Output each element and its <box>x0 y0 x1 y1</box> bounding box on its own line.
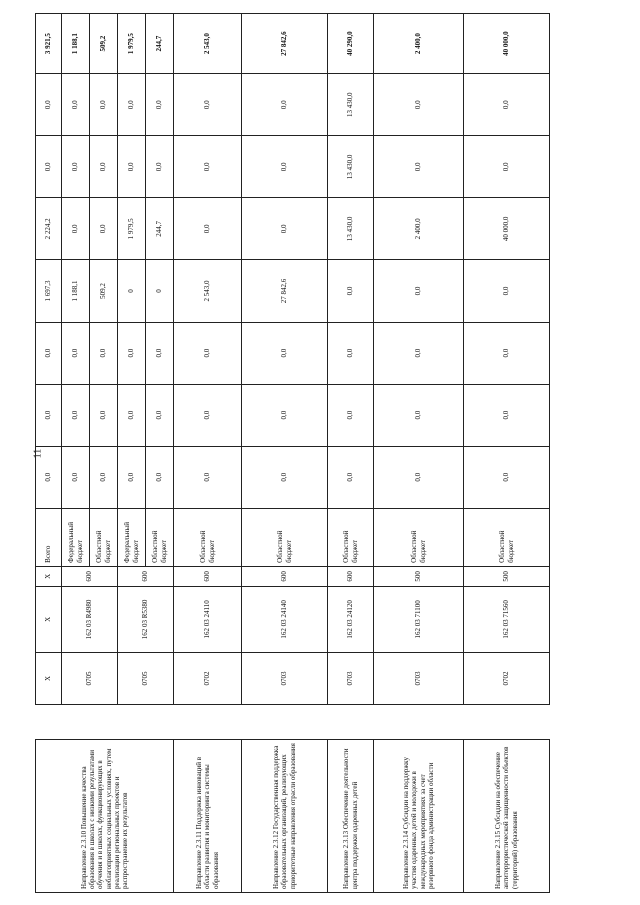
cell: 0,0 <box>174 74 242 136</box>
cell: 0,0 <box>36 322 62 384</box>
direction-cell: Направление 2.3.13 Обеспечение деятельности центра поддержки одаренных детей <box>328 740 374 893</box>
cell: 0,0 <box>62 136 90 198</box>
cell: 0,0 <box>62 384 90 446</box>
cell: 0,0 <box>174 198 242 260</box>
cell: 0,0 <box>374 322 464 384</box>
cell: 0,0 <box>90 198 118 260</box>
cell: 0 <box>146 260 174 322</box>
cell: Федеральный бюджет <box>118 508 146 566</box>
cell: 600 <box>62 566 118 586</box>
cell: 162 03 71560 <box>464 586 550 652</box>
cell: 0705 <box>62 652 118 704</box>
table-row <box>464 14 550 705</box>
cell: 2 224,2 <box>36 198 62 260</box>
cell: 0,0 <box>90 322 118 384</box>
cell: 0,0 <box>174 384 242 446</box>
cell: 162 03 24140 <box>242 586 328 652</box>
cell: 0,0 <box>242 446 328 508</box>
cell: 0,0 <box>118 446 146 508</box>
page-number: 11 <box>32 448 44 459</box>
cell: 0,0 <box>374 384 464 446</box>
cell: 162 03 71100 <box>374 586 464 652</box>
cell: 0,0 <box>118 384 146 446</box>
cell: 0,0 <box>374 74 464 136</box>
cell: 0 <box>118 260 146 322</box>
table-row <box>36 14 62 705</box>
cell: 0,0 <box>36 446 62 508</box>
cell: 0,0 <box>328 384 374 446</box>
table-row <box>174 14 242 705</box>
cell: 0,0 <box>146 322 174 384</box>
cell: 0,0 <box>90 74 118 136</box>
cell: 162 03 R5380 <box>118 586 174 652</box>
cell: 0,0 <box>374 136 464 198</box>
cell: 0,0 <box>242 384 328 446</box>
table-row <box>328 14 374 705</box>
table-row <box>374 14 464 705</box>
table-row <box>118 14 146 705</box>
direction-cell: Направление 2.3.10 Повышение качества образования в школах с низкими результатами обучения и в школах, функционирующих в неблагоприятных социальных условиях, путем реализации региональных проектов и распространение их результатов <box>36 740 174 893</box>
cell: 0,0 <box>242 136 328 198</box>
cell: 1 979,5 <box>118 14 146 74</box>
cell: 0703 <box>374 652 464 704</box>
cell: 0,0 <box>242 74 328 136</box>
cell: Областной бюджет <box>328 508 374 566</box>
cell: Областной бюджет <box>90 508 118 566</box>
cell: 0,0 <box>464 136 550 198</box>
cell: 0,0 <box>174 322 242 384</box>
cell: 0,0 <box>464 260 550 322</box>
cell: Областной бюджет <box>464 508 550 566</box>
cell: 0,0 <box>328 322 374 384</box>
cell: 0,0 <box>174 136 242 198</box>
cell: 40 000,0 <box>464 14 550 74</box>
cell: 0,0 <box>118 136 146 198</box>
cell: 2 543,0 <box>174 14 242 74</box>
cell: 13 430,0 <box>328 198 374 260</box>
cell: 162 03 24120 <box>328 586 374 652</box>
cell: 500 <box>464 566 550 586</box>
cell: 509,2 <box>90 14 118 74</box>
cell: 0,0 <box>62 446 90 508</box>
rotated-page <box>32 13 595 893</box>
cell: 0,0 <box>242 322 328 384</box>
cell: 0,0 <box>62 198 90 260</box>
cell: 1 697,3 <box>36 260 62 322</box>
cell: Всего <box>36 508 62 566</box>
cell: Областной бюджет <box>174 508 242 566</box>
cell: 0,0 <box>118 74 146 136</box>
cell: 0,0 <box>90 136 118 198</box>
cell: 0,0 <box>62 74 90 136</box>
cell: 0,0 <box>464 322 550 384</box>
cell: 0703 <box>328 652 374 704</box>
cell: 0,0 <box>242 198 328 260</box>
table-row <box>242 14 328 705</box>
cell: 0,0 <box>36 384 62 446</box>
cell: 600 <box>242 566 328 586</box>
cell: 0703 <box>242 652 328 704</box>
cell: Областной бюджет <box>374 508 464 566</box>
cell: 3 921,5 <box>36 14 62 74</box>
cell: 0,0 <box>174 446 242 508</box>
cell: 0,0 <box>36 136 62 198</box>
cell: 0,0 <box>464 74 550 136</box>
cell: 13 430,0 <box>328 74 374 136</box>
cell: 0,0 <box>374 260 464 322</box>
cell: 600 <box>118 566 174 586</box>
cell: 2 400,0 <box>374 198 464 260</box>
cell: 1 188,1 <box>62 14 90 74</box>
direction-cell: Направление 2.3.15 Субсидии на обеспечение антитеррористической защищенности объектов (территорий) образования <box>464 740 550 893</box>
cell: Областной бюджет <box>146 508 174 566</box>
cell: 244,7 <box>146 14 174 74</box>
cell: 13 430,0 <box>328 136 374 198</box>
cell: Областной бюджет <box>242 508 328 566</box>
cell: 27 842,6 <box>242 260 328 322</box>
cell: 0,0 <box>328 260 374 322</box>
cell: 40 000,0 <box>464 198 550 260</box>
cell: 600 <box>328 566 374 586</box>
cell: Х <box>36 652 62 704</box>
cell: 0702 <box>464 652 550 704</box>
budget-table <box>32 13 550 705</box>
cell: 0,0 <box>146 74 174 136</box>
cell: 0702 <box>174 652 242 704</box>
cell: 0,0 <box>146 384 174 446</box>
table-row <box>62 14 90 705</box>
direction-cell: Направление 2.3.11 Поддержка инноваций в области развития и мониторинга системы образования <box>174 740 242 893</box>
cell: 0,0 <box>146 446 174 508</box>
cell: 600 <box>174 566 242 586</box>
cell: 0,0 <box>464 384 550 446</box>
cell: 0,0 <box>374 446 464 508</box>
cell: 0705 <box>118 652 174 704</box>
direction-cell: Направление 2.3.14 Субсидии на поддержку участия одаренных детей и молодежи в международных мероприятиях за счет резервного фонда администрации области <box>374 740 464 893</box>
cell: 500 <box>374 566 464 586</box>
cell: 1 979,5 <box>118 198 146 260</box>
cell: 0,0 <box>118 322 146 384</box>
cell: 2 400,0 <box>374 14 464 74</box>
directions-table <box>35 739 550 893</box>
cell: 1 188,1 <box>62 260 90 322</box>
cell: 0,0 <box>146 136 174 198</box>
cell: Федеральный бюджет <box>62 508 90 566</box>
direction-cell: Направление 2.3.12 Государственная поддержка образовательных организаций, реализующих приоритетные направления отрасли образования <box>242 740 328 893</box>
cell: Х <box>36 566 62 586</box>
cell: 0,0 <box>90 384 118 446</box>
cell: 2 543,0 <box>174 260 242 322</box>
cell: 27 842,6 <box>242 14 328 74</box>
cell: 244,7 <box>146 198 174 260</box>
cell: Х <box>36 586 62 652</box>
cell: 0,0 <box>328 446 374 508</box>
cell: 0,0 <box>36 74 62 136</box>
cell: 162 03 24110 <box>174 586 242 652</box>
cell: 509,2 <box>90 260 118 322</box>
cell: 0,0 <box>464 446 550 508</box>
cell: 40 290,0 <box>328 14 374 74</box>
cell: 0,0 <box>90 446 118 508</box>
cell: 0,0 <box>62 322 90 384</box>
cell: 162 03 R4980 <box>62 586 118 652</box>
